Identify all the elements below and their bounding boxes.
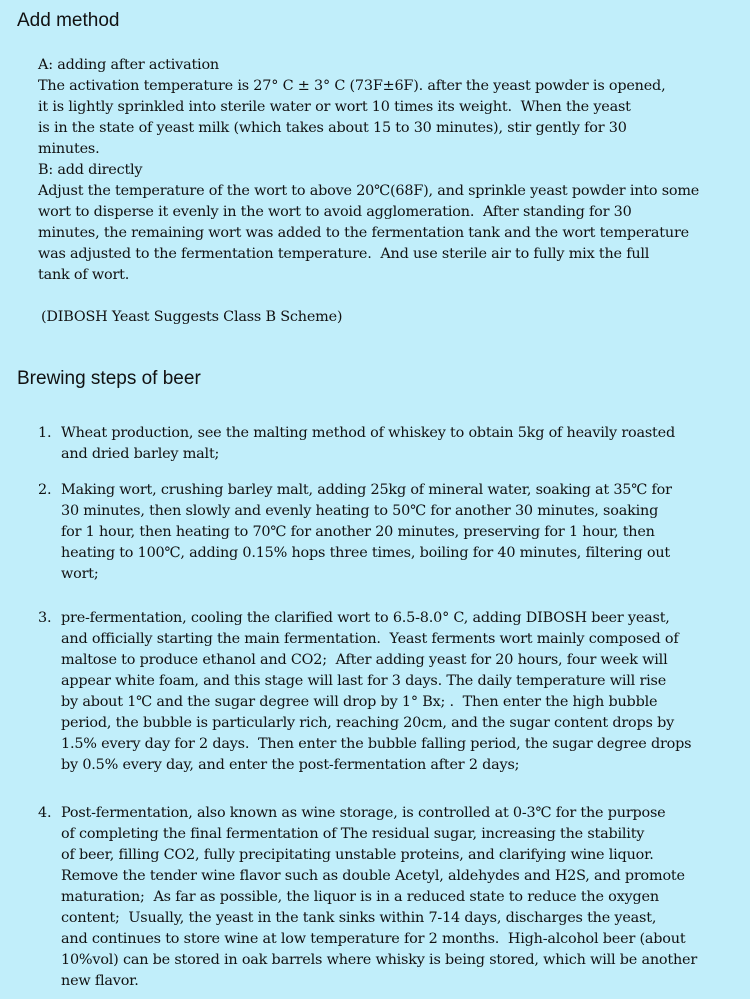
list-item — [38, 480, 738, 585]
text-line: pre-fermentation, cooling the clarified wort to 6.5-8.0° C, adding DIBOSH beer yeast, — [61, 610, 670, 626]
text-line: 30 minutes, then slowly and evenly heating to 50℃ for another 30 minutes, soaking — [61, 503, 659, 519]
text-line: maturation; As far as possible, the liquor is in a reduced state to reduce the oxygen — [61, 889, 659, 905]
text-line: was adjusted to the fermentation temperature. And use sterile air to fully mix the full — [38, 246, 650, 262]
text-line: Adjust the temperature of the wort to above 20℃(68F), and sprinkle yeast powder into some — [38, 183, 700, 199]
list-item — [38, 608, 738, 776]
text-line: period, the bubble is particularly rich, reaching 20cm, and the sugar content drops by — [61, 715, 675, 731]
step-number: 3. — [38, 610, 52, 626]
text-line: A: adding after activation — [38, 57, 219, 73]
text-line: 1.5% every day for 2 days. Then enter the bubble falling period, the sugar degree drops — [61, 736, 692, 752]
text-line: is in the state of yeast milk (which takes about 15 to 30 minutes), stir gently for 30 — [38, 120, 627, 136]
list-item — [38, 423, 738, 465]
text-line: Post-fermentation, also known as wine storage, is controlled at 0-3℃ for the purpose — [61, 805, 666, 821]
step-number: 1. — [38, 425, 52, 441]
step-number: 2. — [38, 482, 52, 498]
text-line: Making wort, crushing barley malt, adding 25kg of mineral water, soaking at 35℃ for — [61, 482, 672, 498]
scheme-note: (DIBOSH Yeast Suggests Class B Scheme) — [41, 309, 343, 325]
brewing-steps-heading: Brewing steps of beer — [17, 368, 201, 389]
text-line: new flavor. — [61, 973, 139, 989]
step-number: 4. — [38, 805, 52, 821]
text-line: of completing the final fermentation of The residual sugar, increasing the stability — [61, 826, 645, 842]
add-method-heading: Add method — [17, 10, 120, 31]
text-line: 10%vol) can be stored in oak barrels where whisky is being stored, which will be another — [61, 952, 698, 968]
text-line: and continues to store wine at low temperature for 2 months. High-alcohol beer (about — [61, 931, 686, 947]
text-line: it is lightly sprinkled into sterile water or wort 10 times its weight. When the yeast — [38, 99, 631, 115]
text-line: heating to 100℃, adding 0.15% hops three times, boiling for 40 minutes, filtering out — [61, 545, 670, 561]
text-line: Wheat production, see the malting method of whiskey to obtain 5kg of heavily roasted — [61, 425, 675, 441]
text-line: of beer, filling CO2, fully precipitating unstable proteins, and clarifying wine liquor. — [61, 847, 654, 863]
text-line: for 1 hour, then heating to 70℃ for another 20 minutes, preserving for 1 hour, then — [61, 524, 655, 540]
text-line: The activation temperature is 27° C ± 3° C (73F±6F). after the yeast powder is opened, — [38, 78, 666, 94]
text-line: wort to disperse it evenly in the wort to avoid agglomeration. After standing for 30 — [38, 204, 632, 220]
text-line: maltose to produce ethanol and CO2; After adding yeast for 20 hours, four week will — [61, 652, 668, 668]
text-line: and dried barley malt; — [61, 446, 220, 462]
text-line: and officially starting the main fermentation. Yeast ferments wort mainly composed of — [61, 631, 679, 647]
text-line: content; Usually, the yeast in the tank sinks within 7-14 days, discharges the yeast, — [61, 910, 657, 926]
text-line: B: add directly — [38, 162, 143, 178]
text-line: by 0.5% every day, and enter the post-fermentation after 2 days; — [61, 757, 520, 773]
text-line: appear white foam, and this stage will last for 3 days. The daily temperature will rise — [61, 673, 667, 689]
text-line: minutes, the remaining wort was added to the fermentation tank and the wort temperature — [38, 225, 689, 241]
text-line: wort; — [61, 566, 99, 582]
text-line: tank of wort. — [38, 267, 130, 283]
text-line: by about 1℃ and the sugar degree will drop by 1° Bx; . Then enter the high bubble — [61, 694, 658, 710]
add-method-text — [38, 55, 738, 328]
text-line: Remove the tender wine flavor such as double Acetyl, aldehydes and H2S, and promote — [61, 868, 685, 884]
text-line: minutes. — [38, 141, 100, 157]
list-item — [38, 803, 738, 992]
